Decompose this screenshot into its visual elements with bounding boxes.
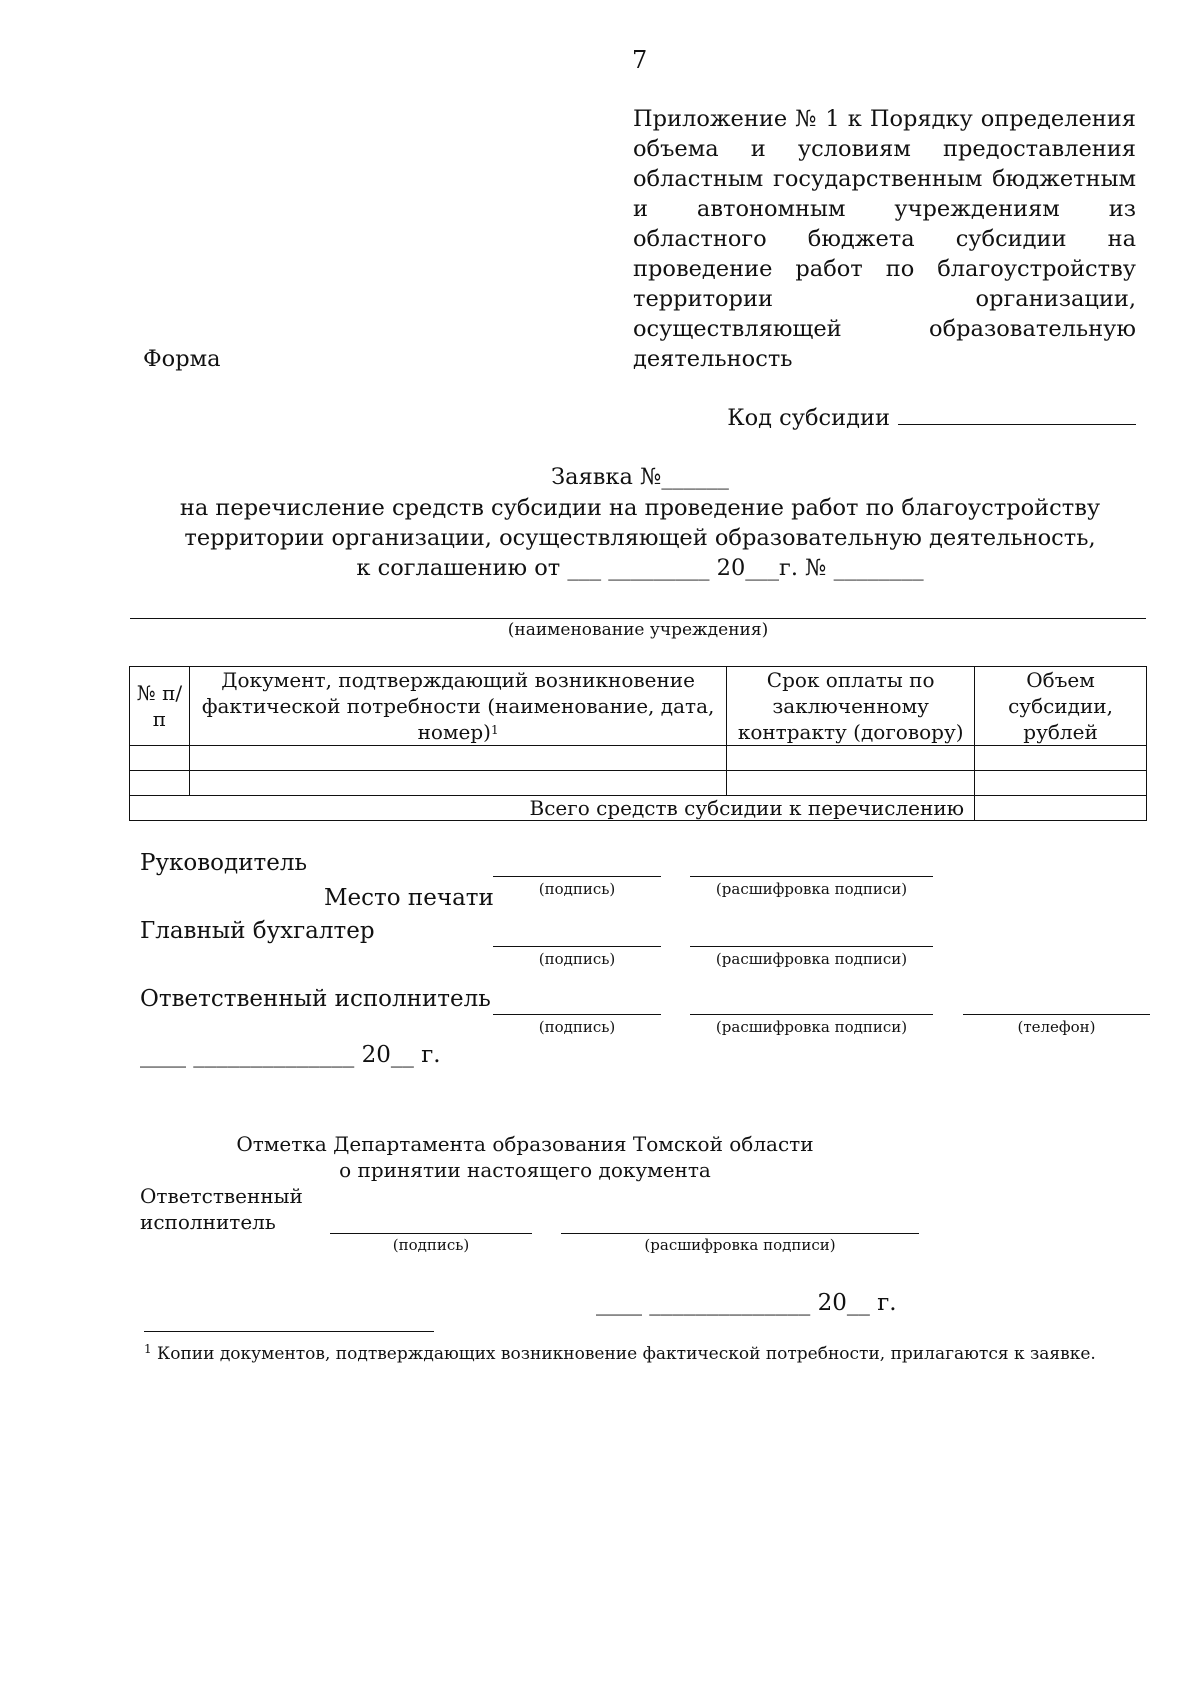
table-cell[interactable] [727,771,975,796]
accountant-signature-caption: (подпись) [538,950,616,968]
accountant-signature-line[interactable] [493,946,661,947]
footnote-separator [144,1331,434,1332]
head-signature-caption: (подпись) [538,880,616,898]
request-line-1: на перечисление средств субсидии на проведение работ по благоустройству [179,495,1101,521]
page-number: 7 [632,46,648,74]
table-cell[interactable] [975,771,1147,796]
department-line-2: о принятии настоящего документа [339,1158,711,1182]
footnote [144,1344,1096,1364]
header-document [189,667,726,746]
header-payment-term: Срок оплаты по заключенному контракту (договору) [727,667,975,746]
accountant-decode-caption: (расшифровка подписи) [715,950,908,968]
table-cell[interactable] [975,746,1147,771]
footnote-text: Копии документов, подтверждающих возникновение фактической потребности, прилагаются к заявке. [157,1344,1096,1364]
appendix-text: Приложение № 1 к Порядку определения объема и условиям предоставления областным государственным бюджетным и автономным учреждениям из областного бюджета субсидии на проведение работ по благоустройству территории организации, осуществляющей образовательную деятельность [633,106,1136,372]
form-label: Форма [143,346,221,372]
table-row [130,771,1147,796]
table-cell[interactable] [727,746,975,771]
table-cell[interactable] [189,746,726,771]
head-decode-caption: (расшифровка подписи) [715,880,908,898]
footnote-marker-bottom: 1 [144,1342,152,1356]
executor-signature-caption: (подпись) [538,1018,616,1036]
head-label: Руководитель [140,850,307,876]
table-total-row [130,796,1147,821]
table-cell[interactable] [130,746,190,771]
total-value-cell[interactable] [975,796,1147,821]
total-label: Всего средств субсидии к перечислению [130,796,975,821]
institution-caption: (наименование учреждения) [507,620,769,640]
table-cell[interactable] [189,771,726,796]
subsidy-code [727,402,1136,431]
accountant-decode-line[interactable] [690,946,933,947]
department-executor-line-2: исполнитель [140,1210,276,1234]
executor-signature-line[interactable] [493,1014,661,1015]
executor-decode-line[interactable] [690,1014,933,1015]
executor-phone-line[interactable] [963,1014,1150,1015]
subsidy-table [129,666,1147,821]
seal-label: Место печати [324,885,494,911]
department-date: ____ ______________ 20__ г. [596,1290,897,1316]
executor-label: Ответственный исполнитель [140,986,491,1012]
request-title: Заявка №______ [551,464,729,490]
request-line-2: территории организации, осуществляющей образовательную деятельность, [184,525,1096,551]
header-number: № п/п [130,667,190,746]
table-cell[interactable] [130,771,190,796]
head-decode-line[interactable] [690,876,933,877]
department-decode-line[interactable] [561,1233,919,1234]
header-subsidy-amount: Объем субсидии, рублей [975,667,1147,746]
table-header-row [130,667,1147,746]
table-row [130,746,1147,771]
institution-line [130,618,1146,619]
department-signature-caption: (подпись) [392,1236,470,1254]
subsidy-code-blank [898,402,1136,425]
department-decode-caption: (расшифровка подписи) [644,1236,836,1254]
department-signature-line[interactable] [330,1233,532,1234]
department-line-1: Отметка Департамента образования Томской области [236,1132,814,1156]
header-document-text: Документ, подтверждающий возникновение фактической потребности (наименование, дата, номер) [201,668,715,744]
executor-decode-caption: (расшифровка подписи) [715,1018,908,1036]
head-signature-line[interactable] [493,876,661,877]
footnote-marker: 1 [490,723,499,737]
signature-date: ____ ______________ 20__ г. [140,1042,441,1068]
department-executor-line-1: Ответственный [140,1184,303,1208]
executor-phone-caption: (телефон) [1017,1018,1096,1036]
accountant-label: Главный бухгалтер [140,918,375,944]
subsidy-code-label: Код субсидии [727,405,890,431]
request-line-3: к соглашению от ___ _________ 20___г. № ________ [356,555,924,581]
